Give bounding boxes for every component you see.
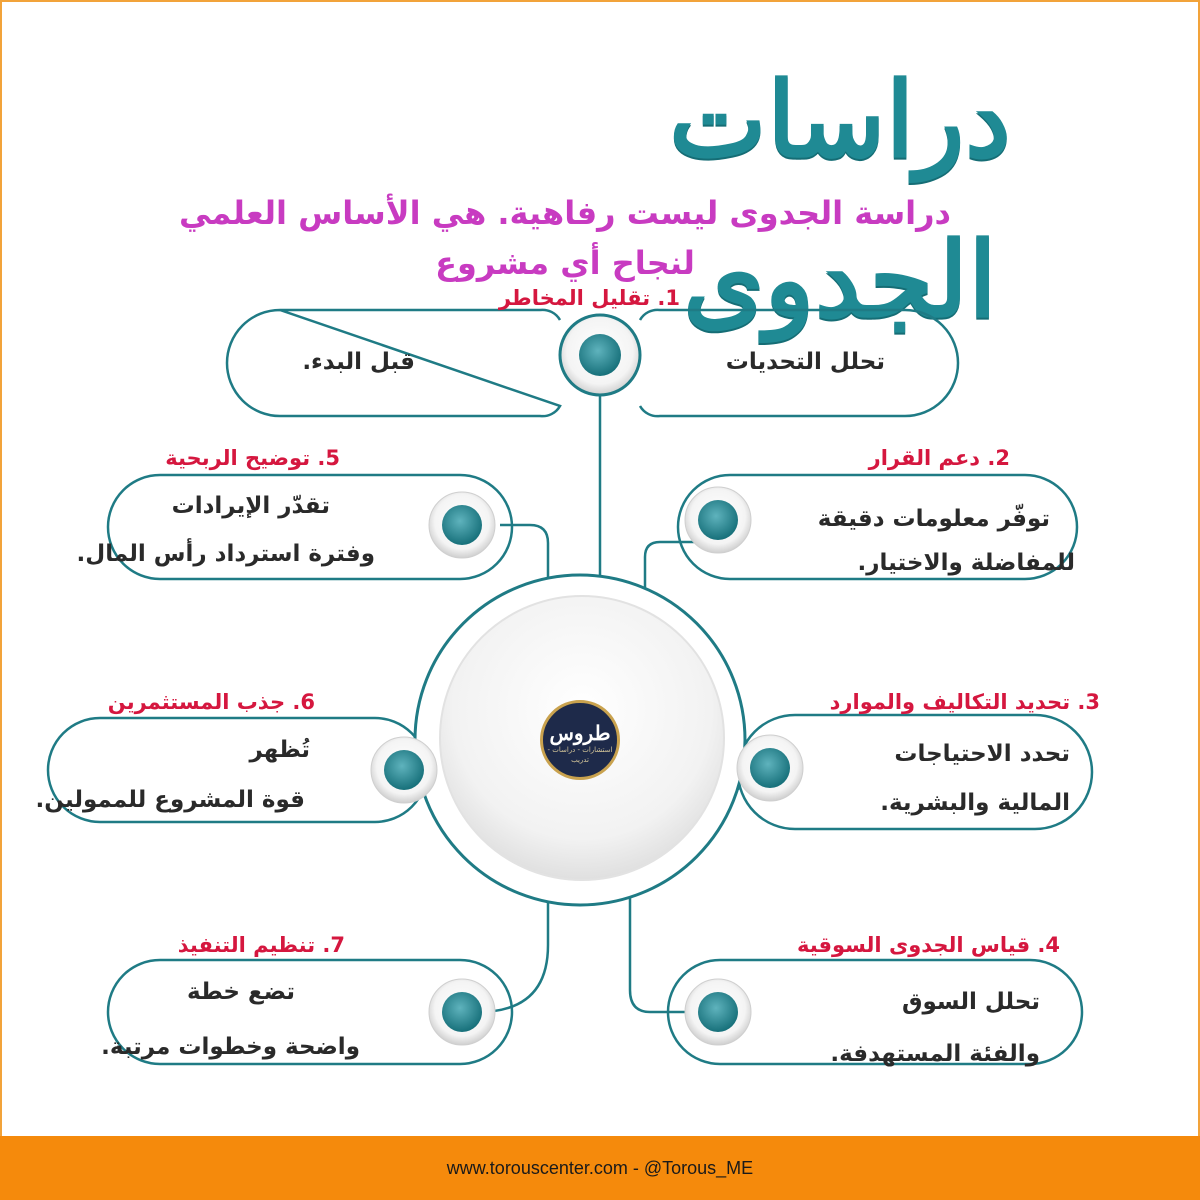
item-3-line1: تحدد الاحتياجات — [894, 741, 1070, 767]
subtitle: دراسة الجدوى ليست رفاهية. هي الأساس العلمي لنجاح أي مشروع — [179, 194, 951, 282]
item-4-line2: والفئة المستهدفة. — [830, 1041, 1040, 1067]
item-4-heading: 4. قياس الجدوى السوقية — [796, 933, 1060, 957]
torous-logo — [540, 700, 620, 780]
footer-contact[interactable]: www.torouscenter.com - @Torous_ME — [446, 1158, 754, 1178]
item-6-line1: تُظهر — [249, 737, 310, 763]
footer-bar — [0, 1136, 1200, 1200]
item-5-line2: وفترة استرداد رأس المال. — [76, 541, 375, 567]
item-4-line1: تحلل السوق — [901, 989, 1040, 1015]
logo-tagline: استشارات - دراسات - تدريب — [547, 746, 613, 764]
item-1-heading: 1. تقليل المخاطر — [498, 286, 680, 310]
item-5-heading: 5. توضيح الربحية — [165, 446, 340, 470]
item-2-line2: للمفاضلة والاختيار. — [857, 550, 1075, 576]
item-1-line2: قبل البدء. — [302, 349, 415, 375]
item-2-line1: توفّر معلومات دقيقة — [817, 506, 1050, 532]
item-5-line1: تقدّر الإيرادات — [171, 493, 330, 519]
item-6-line2: قوة المشروع للممولين. — [35, 787, 305, 813]
page-title: دراسات الجدوى — [668, 58, 1012, 341]
item-7-line1: تضع خطة — [187, 979, 295, 1005]
item-3-line2: المالية والبشرية. — [880, 790, 1070, 816]
logo-name: طروس — [549, 721, 611, 745]
item-7-heading: 7. تنظيم التنفيذ — [177, 933, 345, 957]
item-7-line2: واضحة وخطوات مرتبة. — [101, 1034, 360, 1060]
item-2-heading: 2. دعم القرار — [868, 446, 1010, 470]
item-6-heading: 6. جذب المستثمرين — [107, 690, 315, 714]
item-3-heading: 3. تحديد التكاليف والموارد — [829, 690, 1100, 714]
item-1-line1: تحلل التحديات — [725, 349, 885, 375]
